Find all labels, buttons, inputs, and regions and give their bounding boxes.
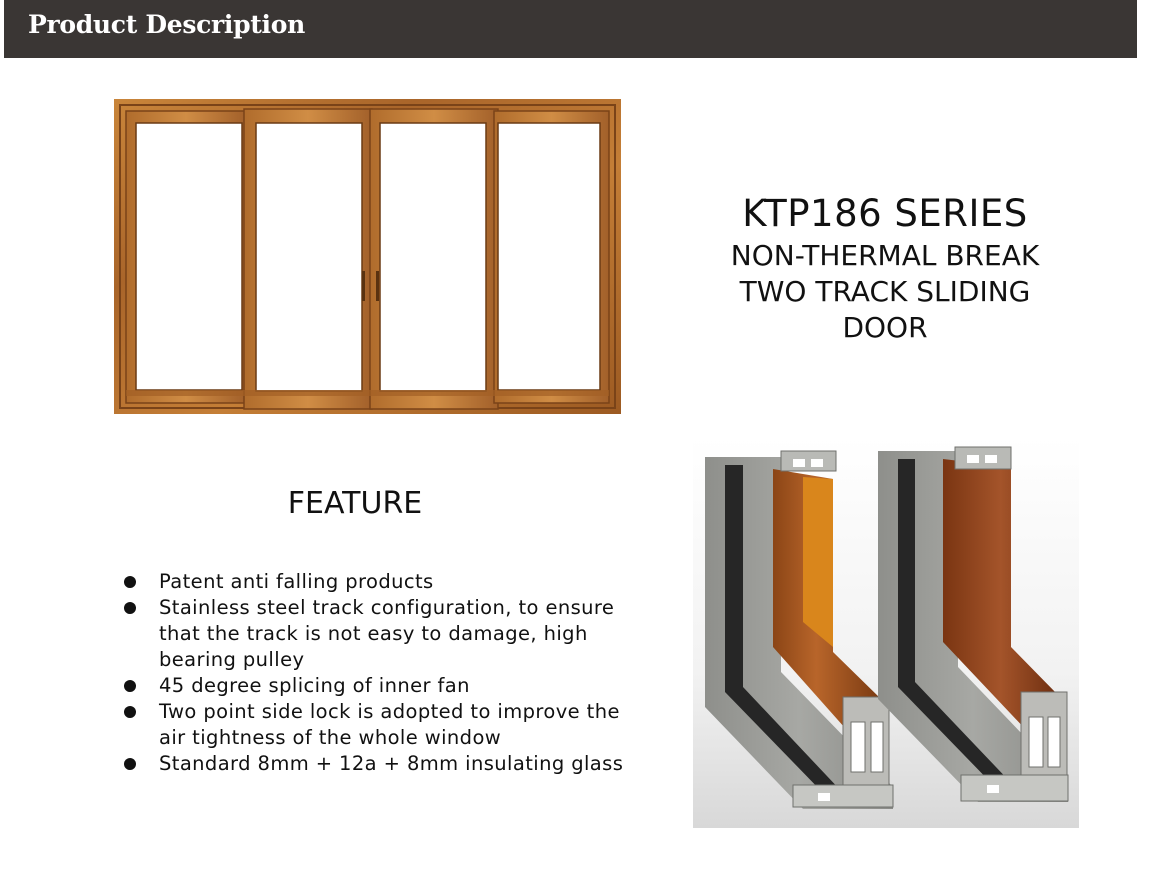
sliding-door-image xyxy=(114,99,621,414)
list-item xyxy=(120,699,650,751)
list-item xyxy=(120,595,650,673)
feature-heading: FEATURE xyxy=(287,486,423,521)
feature-text: Standard 8mm + 12a + 8mm insulating glass xyxy=(159,752,624,775)
series-subtitle-line: NON-THERMAL BREAK xyxy=(730,239,1040,272)
feature-text: Stainless steel track configuration, to ensure that the track is not easy to damage, high bearing pulley xyxy=(159,596,615,671)
series-subtitle-line: TWO TRACK SLIDING xyxy=(739,275,1031,308)
series-title: KTP186 SERIES xyxy=(742,192,1028,235)
list-item xyxy=(120,569,650,595)
series-block xyxy=(700,190,1070,346)
profile-section-image xyxy=(693,437,1079,828)
bullet-icon xyxy=(124,602,136,614)
bullet-icon xyxy=(124,680,136,692)
feature-list xyxy=(120,569,650,777)
header-bar xyxy=(4,0,1137,58)
bullet-icon xyxy=(124,706,136,718)
list-item xyxy=(120,751,650,777)
feature-text: Patent anti falling products xyxy=(159,570,434,593)
list-item xyxy=(120,673,650,699)
feature-text: Two point side lock is adopted to improve the air tightness of the whole window xyxy=(159,700,620,749)
page-title: Product Description xyxy=(28,10,306,39)
bullet-icon xyxy=(124,758,136,770)
feature-text: 45 degree splicing of inner fan xyxy=(159,674,470,697)
bullet-icon xyxy=(124,576,136,588)
series-subtitle-line: DOOR xyxy=(842,311,928,344)
